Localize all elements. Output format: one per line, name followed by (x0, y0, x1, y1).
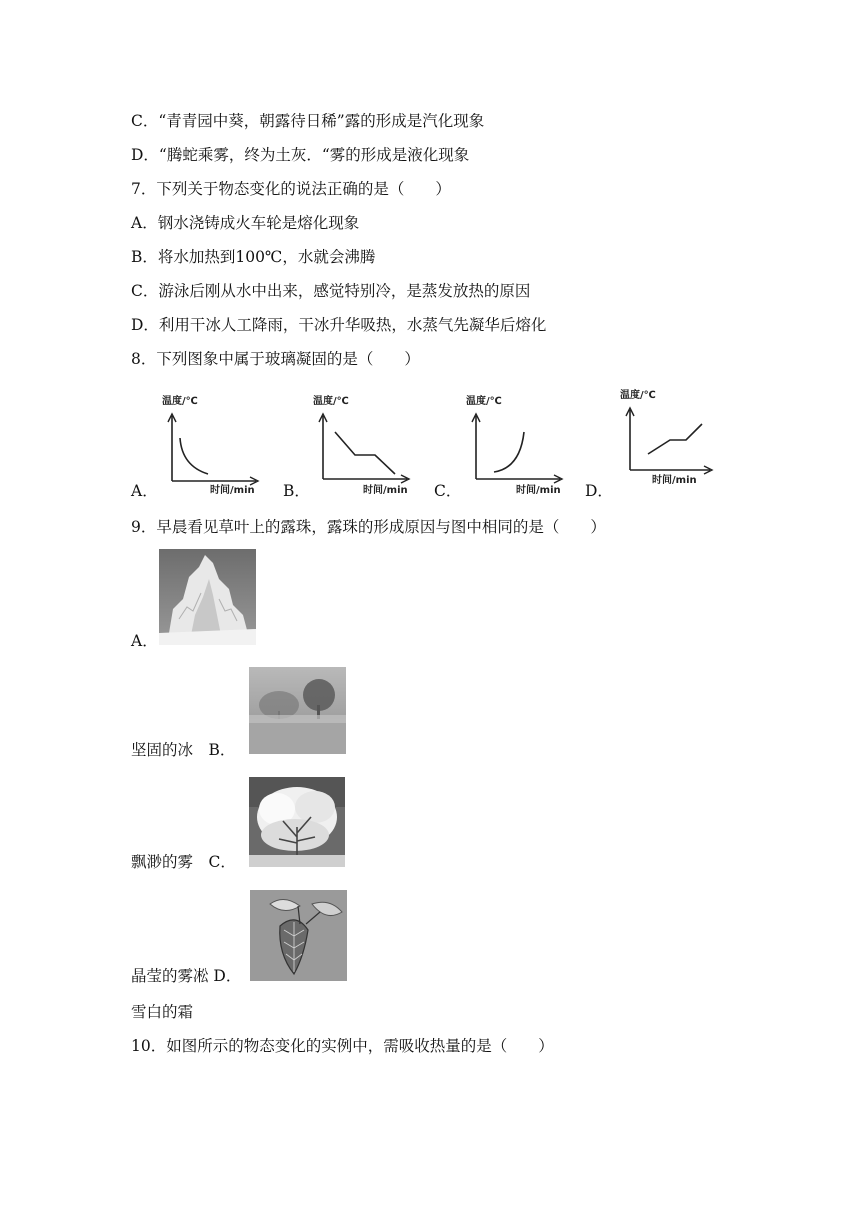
graph-c-xlabel: 时间/min (516, 485, 561, 496)
q8-graph-d (612, 380, 722, 490)
q8-label-c: C． (434, 482, 462, 500)
q8-graph-b (307, 386, 419, 496)
q7-option-a: A．钢水浇铸成火车轮是熔化现象 (131, 214, 360, 232)
q6-option-c: C．“青青园中葵，朝露待日稀”露的形成是汽化现象 (131, 112, 485, 130)
q9-caption-d: 雪白的霜 (131, 1003, 194, 1021)
graph-d-xlabel: 时间/min (652, 475, 697, 486)
q10-stem: 10．如图所示的物态变化的实例中，需吸收热量的是（ ） (131, 1037, 554, 1055)
q6-option-d: D．“腾蛇乘雾，终为土灰．“雾的形成是液化现象 (131, 146, 470, 164)
graph-b-curve (335, 432, 395, 474)
q8-label-a: A． (131, 482, 158, 500)
graph-d-ylabel: 温度/℃ (620, 390, 656, 401)
q7-option-d: D．利用干冰人工降雨，干冰升华吸热，水蒸气先凝华后熔化 (131, 316, 547, 334)
q7-option-c: C．游泳后刚从水中出来，感觉特别冷，是蒸发放热的原因 (131, 282, 531, 300)
graph-c-curve (494, 432, 524, 472)
ice-photo (159, 549, 256, 645)
q8-label-b: B． (283, 482, 310, 500)
q8-stem: 8．下列图象中属于玻璃凝固的是（ ） (131, 350, 420, 368)
q7-option-b: B．将水加热到100℃，水就会沸腾 (131, 248, 376, 266)
q9-stem: 9．早晨看见草叶上的露珠，露珠的形成原因与图中相同的是（ ） (131, 518, 606, 536)
graph-a-ylabel: 温度/℃ (162, 396, 198, 407)
q9-label-a: A． (131, 632, 158, 650)
q7-stem: 7．下列关于物态变化的说法正确的是（ ） (131, 180, 451, 198)
graph-a-xlabel: 时间/min (210, 485, 255, 496)
q9-caption-c-label-d: 晶莹的雾凇 D． (131, 967, 242, 985)
q8-label-d: D． (585, 482, 613, 500)
graph-b-ylabel: 温度/℃ (313, 396, 349, 407)
fog-photo (249, 667, 346, 754)
graph-a-curve (180, 438, 208, 474)
frost-leaves-photo (250, 890, 347, 981)
q8-graph-a (158, 386, 268, 496)
q9-caption-a-label-b: 坚固的冰 B． (131, 741, 236, 759)
graph-b-xlabel: 时间/min (363, 485, 408, 496)
q9-caption-b-label-c: 飘渺的雾 C． (131, 853, 236, 871)
rime-tree-photo (249, 777, 345, 867)
graph-d-curve (648, 424, 702, 454)
graph-c-ylabel: 温度/℃ (466, 396, 502, 407)
q8-graph-c (460, 386, 572, 496)
